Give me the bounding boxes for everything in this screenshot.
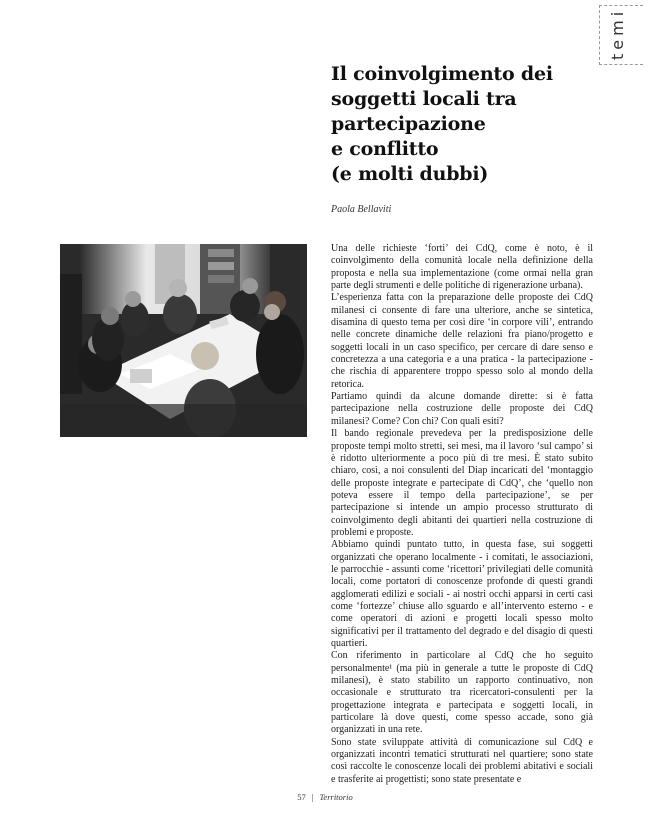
page-footer [0,792,650,802]
footer-separator: | [311,792,314,802]
body-paragraph: L’esperienza fatta con la preparazione delle proposte dei CdQ milanesi ci consente di fare una ulteriore, anche se sintetica, disamina di questo tema per così dire ‘in corpore vili’, entrando nelle concrete dinamiche delle relazioni fra piano/progetto e soggetti locali in un caso specifico, per cercare di dare senso e concretezza a una categoria e a una pratica - la partecipazione - che rischia di apparentere troppo spesso solo al mondo della retorica. [331,292,593,390]
section-tab-label: temi [608,7,627,60]
meeting-photo [60,244,307,437]
body-paragraph: Una delle richieste ‘forti’ dei CdQ, come è noto, è il coinvolgimento della comunità locale nella definizione della proposta e nella sua implementazione (come ormai nella gran parte degli strumenti e delle politiche di rigenerazione urbana). [331,243,593,292]
article-title [331,62,631,187]
body-paragraph: Abbiamo quindi puntato tutto, in questa fase, sui soggetti organizzati che operano localmente - i comitati, le associazioni, le parrocchie - assunti come ‘ricettori’ privilegiati delle comunità locali, come portatori di conoscenze profonde di questi grandi agglomerati edilizi e sociali - ai nostri occhi apparsi in certi casi come ‘fortezze’ chiuse allo sguardo e all’intervento esterno - e come operatori di azioni e progetti locali spesso molto significativi per il trattamento del degrado e del disagio di questi quartieri. [331,539,593,649]
title-line: Il coinvolgimento dei [331,63,553,85]
title-line: soggetti locali tra [331,88,517,110]
page-number: 57 [297,792,306,802]
article-body [331,243,593,786]
title-line: partecipazione [331,113,486,135]
section-tab [599,5,643,65]
title-line: (e molti dubbi) [331,163,489,185]
body-paragraph: Sono state sviluppate attività di comunicazione sul CdQ e organizzati incontri tematici strutturati nel quartiere; sono state così raccolte le conoscenze locali dei problemi abitativi e sociali e trasferite ai progettisti; sono state presentate e [331,736,593,785]
body-paragraph: Con riferimento in particolare al CdQ che ho seguito personalmente¹ (ma più in generale a tutte le proposte di CdQ milanesi), è stato stabilito un rapporto continuativo, non occasionale e strutturato tra ricercatori-consulenti per la progettazione integrata e partecipata e soggetti locali, in particolare là dove questi, come spesso accade, sono già organizzati in una rete. [331,650,593,736]
author-byline: Paola Bellaviti [331,204,392,215]
body-paragraph: Il bando regionale prevedeva per la predisposizione delle proposte tempi molto stretti, sei mesi, ma il lavoro ‘sul campo’ si è ridotto ulteriormente a poco più di tre mesi. È stato subito chiaro, così, a noi consulenti del Diap incaricati del ‘montaggio delle proposte integrate e partecipate di CdQ’, che ‘quello non poteva essere il tempo della partecipazione’, se per partecipazione si intende un ampio processo strutturato di coinvolgimento degli abitanti dei quartieri nella costruzione di problemi e proposte. [331,428,593,538]
meeting-photo-image [60,244,307,437]
journal-name: Territorio [319,792,353,802]
title-line: e conflitto [331,138,439,160]
body-paragraph: Partiamo quindi da alcune domande dirette: si è fatta partecipazione nella costruzione delle proposte dei CdQ milanesi? Come? Con chi? Con quali esiti? [331,391,593,427]
